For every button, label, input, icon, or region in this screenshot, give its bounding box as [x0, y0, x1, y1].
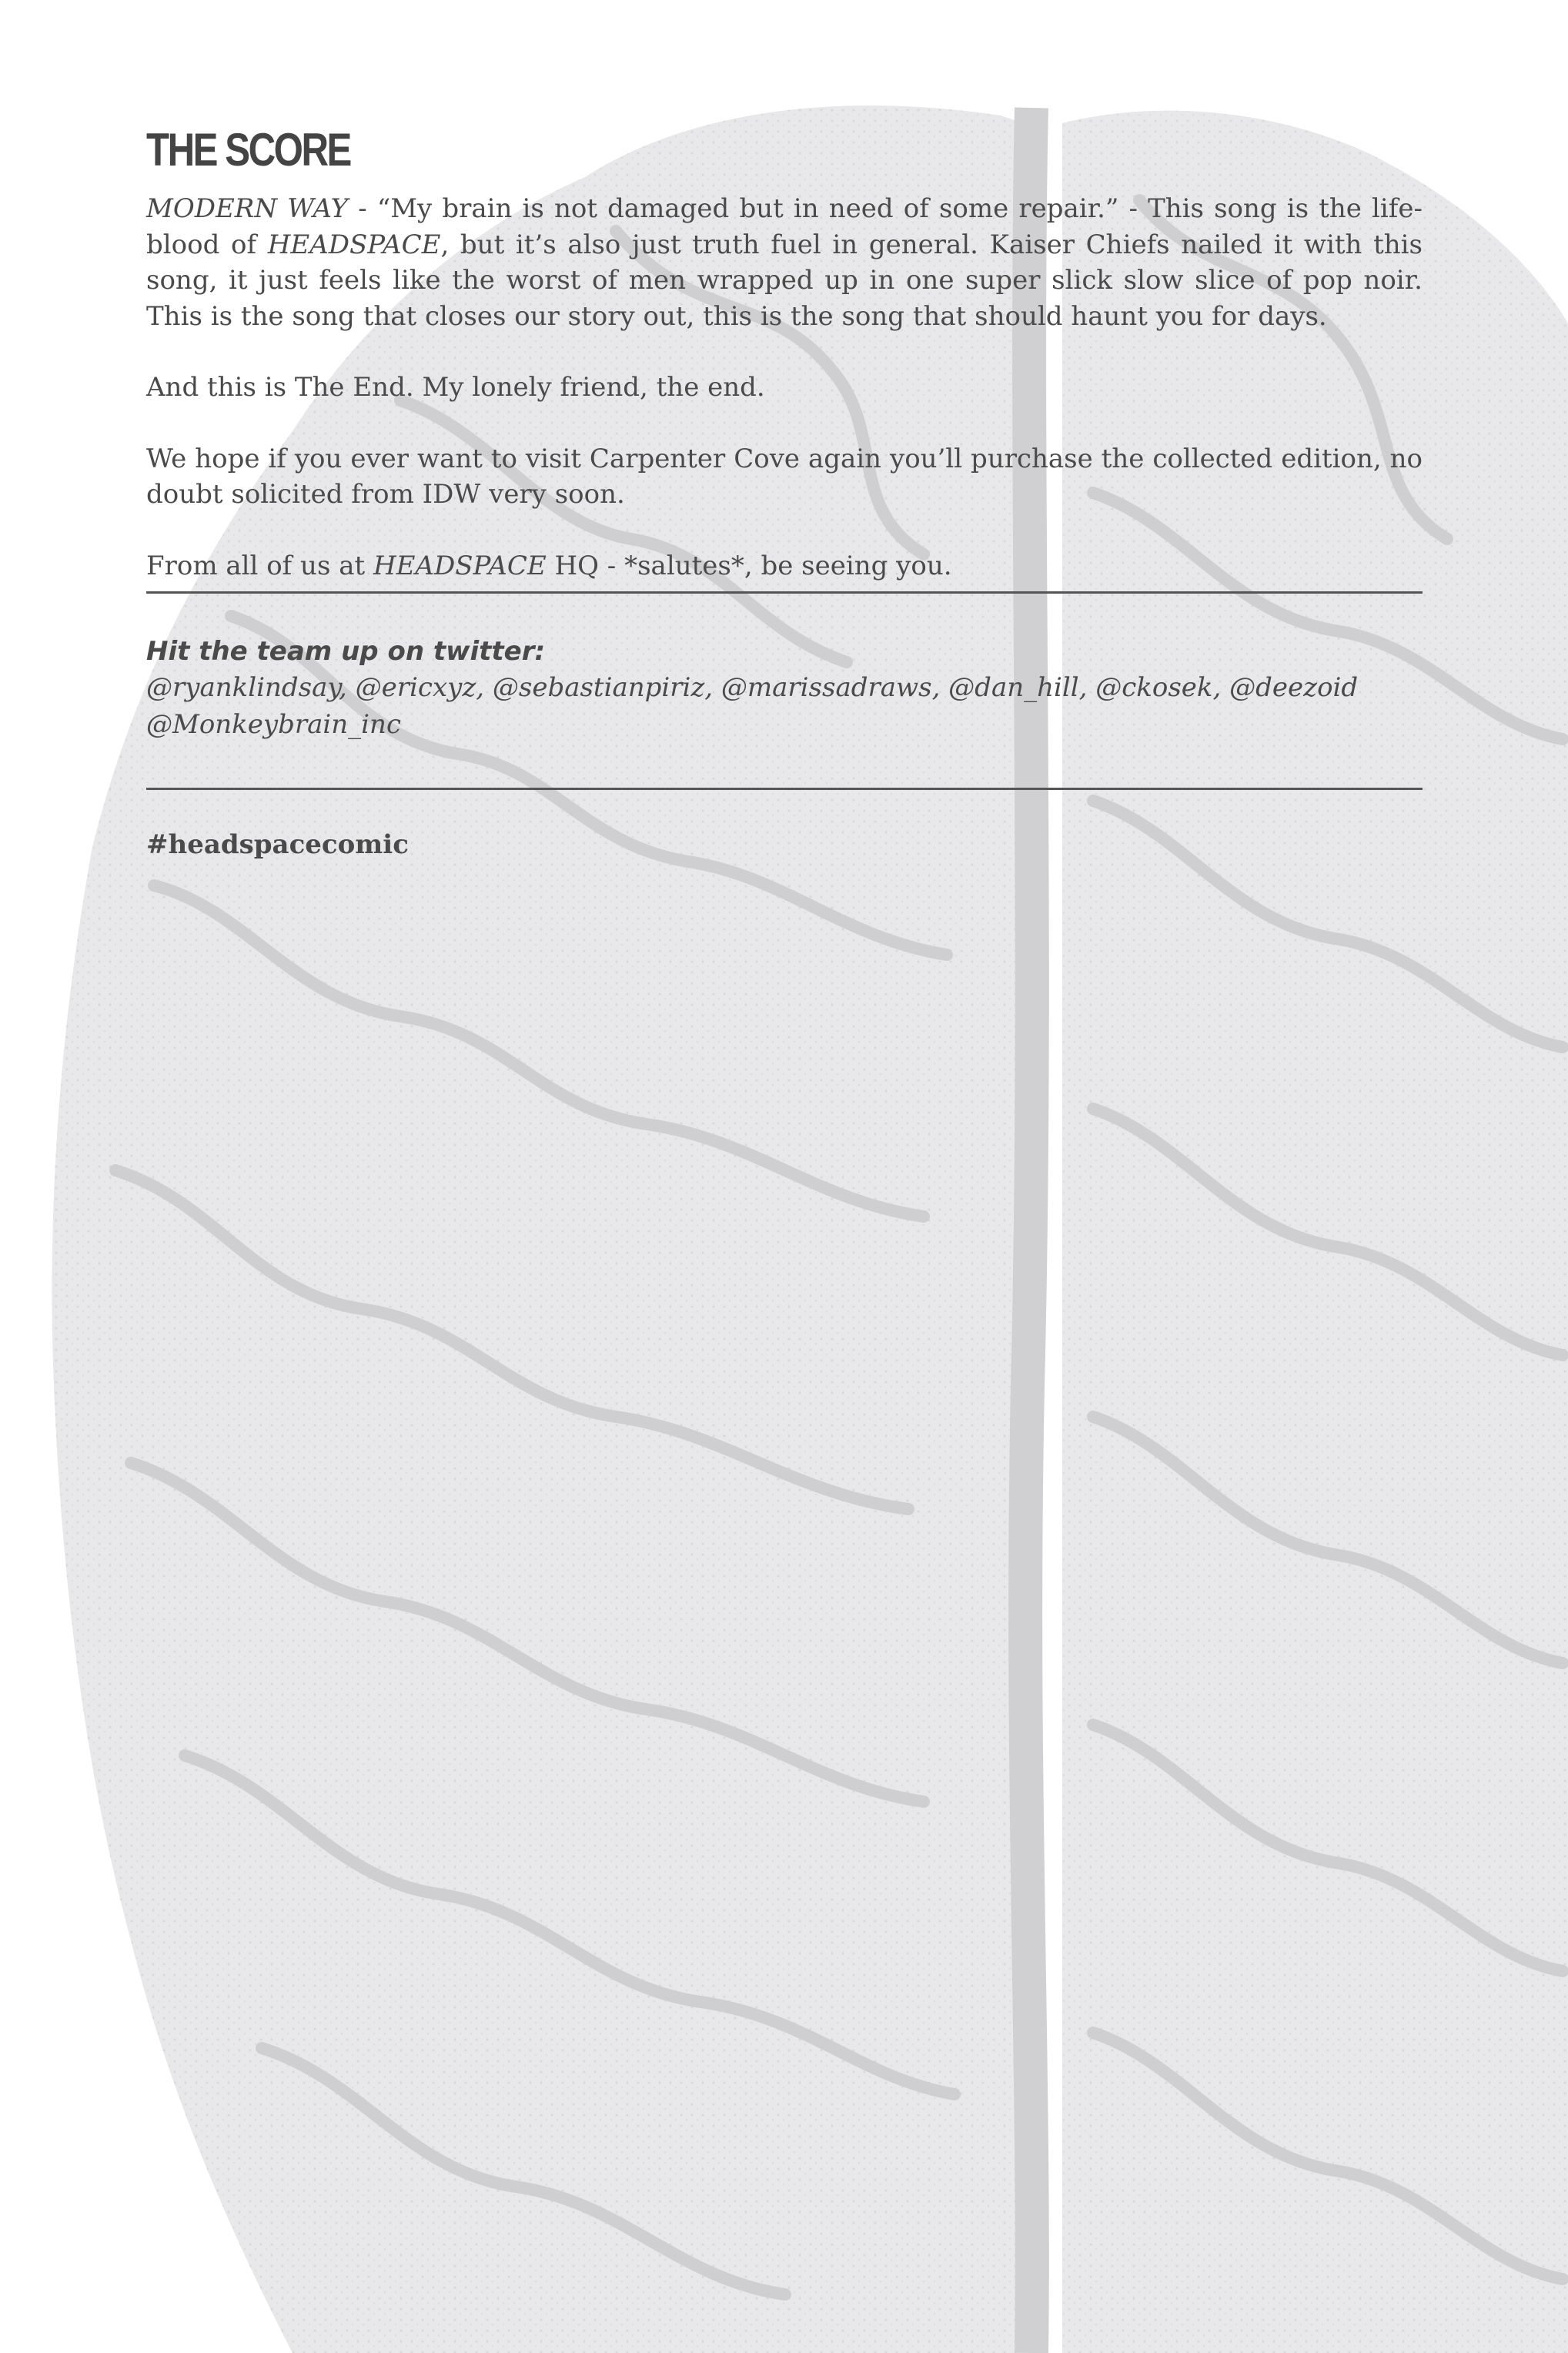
paragraph-text: HQ - *salutes*, be seeing you.	[546, 550, 952, 581]
page-content	[146, 123, 1423, 862]
song-title: MODERN WAY	[146, 193, 349, 224]
paragraph-text: From all of us at	[146, 550, 373, 581]
series-title: HEADSPACE	[373, 550, 547, 581]
twitter-section	[146, 634, 1423, 743]
paragraph-the-end: And this is The End. My lonely friend, the end.	[146, 372, 765, 403]
twitter-handles-line-2: @Monkeybrain_inc	[146, 709, 401, 740]
page-title: THE SCORE	[146, 124, 350, 176]
paragraph-modern-way	[146, 191, 1423, 334]
paragraph-text: , but it’s also just truth fuel in general. Kaiser Chiefs nailed it with this song, it just feels like the worst of men wrapped up in one super slick slow slice of pop noir. This is the song that closes our story out, this is the song that should haunt you for days.	[146, 229, 1423, 332]
hashtag: #headspacecomic	[146, 829, 409, 860]
paragraph-text: - “My brain is not damaged but in need of some repair.” - This song is the life-blood of	[146, 193, 1423, 260]
series-title: HEADSPACE	[267, 229, 441, 260]
paragraph-sign-off	[146, 548, 1423, 584]
twitter-heading: Hit the team up on twitter:	[146, 636, 546, 667]
twitter-handles-line-1: @ryanklindsay, @ericxyz, @sebastianpiriz, @marissadraws, @dan_hill, @ckosek, @deezoid	[146, 672, 1359, 703]
divider	[146, 591, 1423, 594]
paragraph-collected-edition: We hope if you ever want to visit Carpenter Cove again you’ll purchase the collected edition, no doubt solicited from IDW very soon.	[146, 443, 1423, 510]
divider	[146, 788, 1423, 790]
